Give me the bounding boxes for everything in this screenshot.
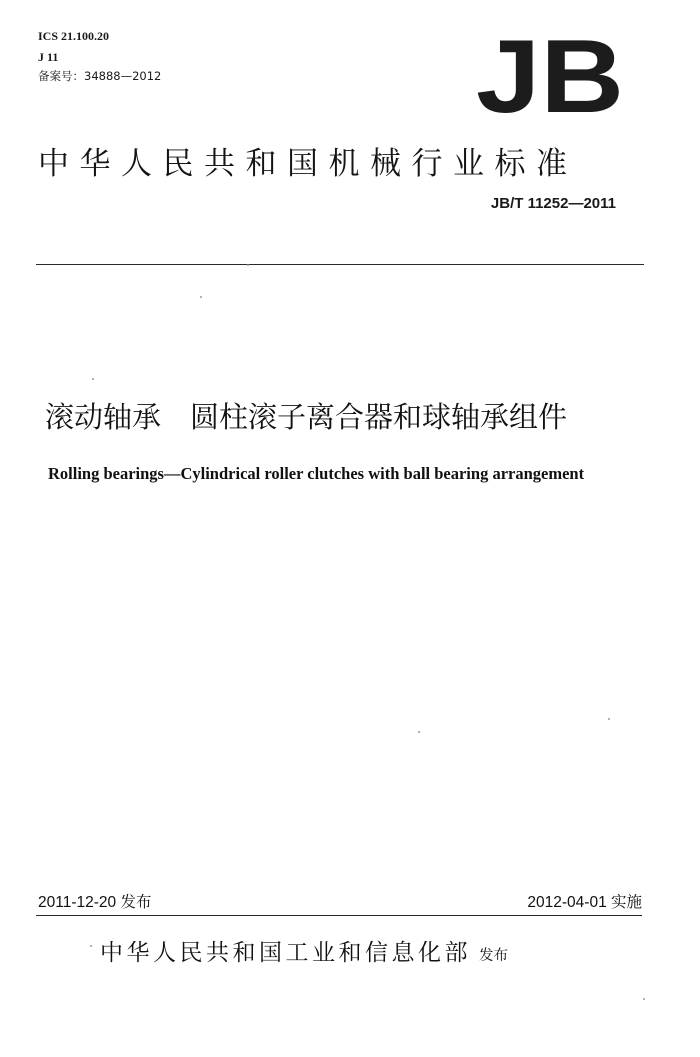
scan-speck xyxy=(200,296,202,298)
ccs-code: J 11 xyxy=(38,50,59,64)
ics-code: ICS 21.100.20 xyxy=(38,29,110,43)
jb-logo xyxy=(475,32,625,122)
standard-category-title: 中华人民共和国机械行业标准 xyxy=(38,146,578,182)
scan-speck xyxy=(247,264,249,266)
header-divider xyxy=(36,264,644,265)
scan-speck xyxy=(643,998,645,1000)
english-title: Rolling bearings—Cylindrical roller clutches with ball bearing arrangement xyxy=(48,464,585,483)
scan-speck xyxy=(418,731,420,733)
standard-number: JB/T 11252—2011 xyxy=(490,195,616,212)
chinese-title: 滚动轴承 圆柱滚子离合器和球轴承组件 xyxy=(45,400,568,434)
issuer-line xyxy=(100,934,508,967)
jb-logo-text: JB xyxy=(476,32,624,122)
implementation-date: 2012-04-01 实施 xyxy=(527,894,642,911)
publish-date: 2011-12-20 发布 xyxy=(38,894,152,911)
scan-speck xyxy=(92,378,94,380)
footer-divider xyxy=(36,915,642,916)
scan-speck xyxy=(608,718,610,720)
scan-speck xyxy=(90,945,92,947)
issue-action: 发布 xyxy=(479,948,508,964)
issuing-organization: 中华人民共和国工业和信息化部 xyxy=(100,940,471,966)
record-number: 备案号：34888—2012 xyxy=(38,69,162,83)
